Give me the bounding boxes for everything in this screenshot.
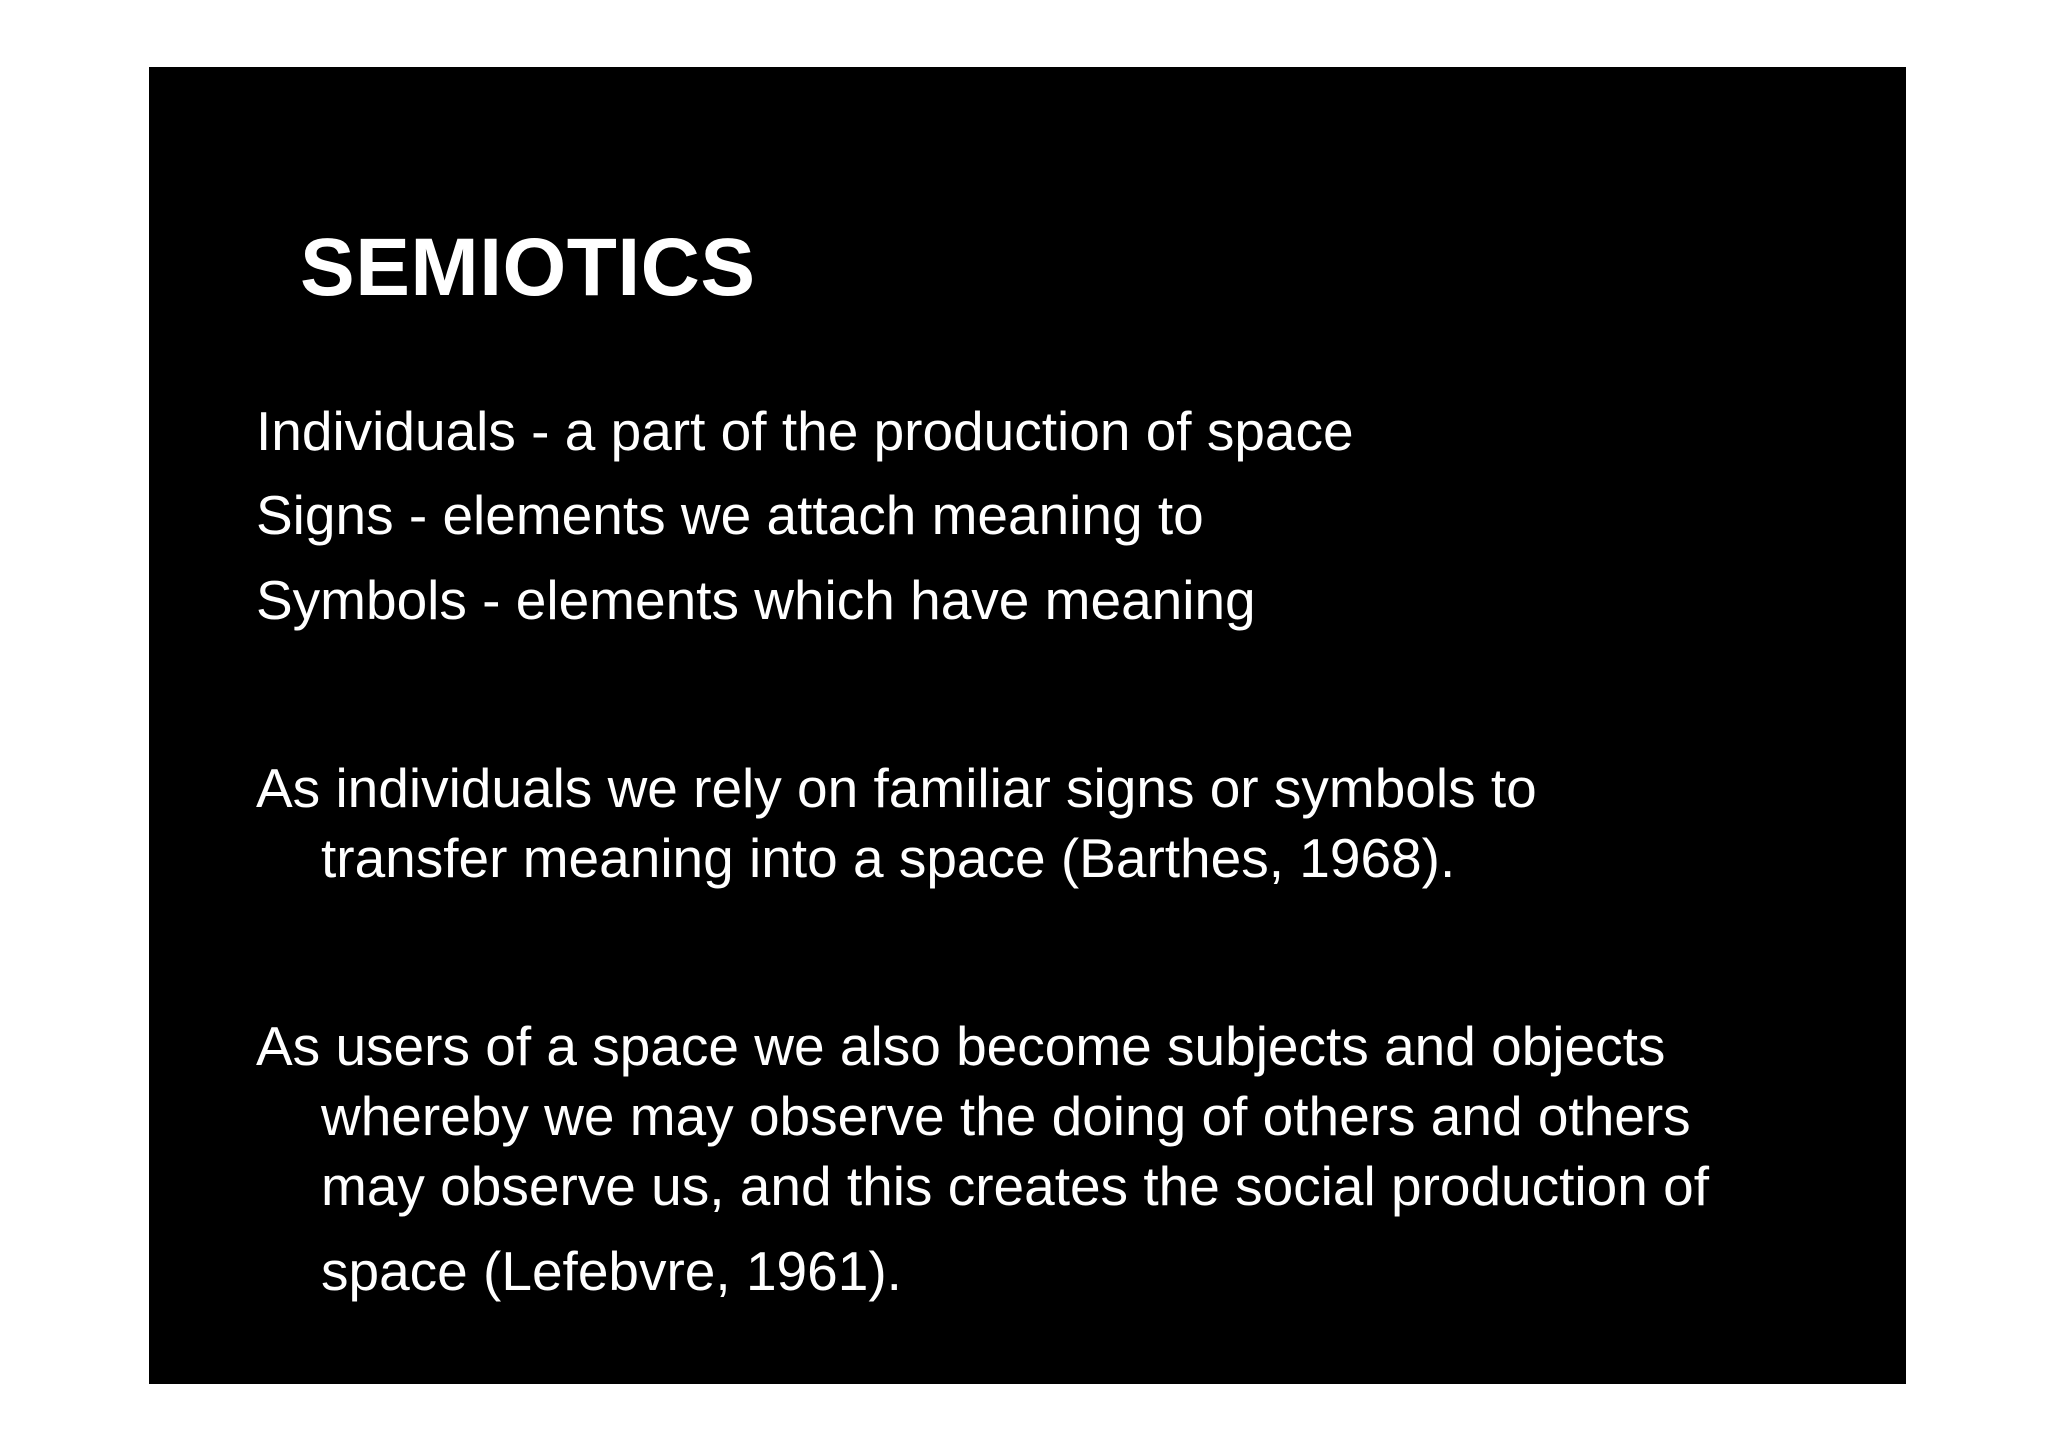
definition-individuals: Individuals - a part of the production of space <box>256 400 1354 462</box>
paragraph-2-line-3: may observe us, and this creates the social production of <box>321 1155 1709 1217</box>
paragraph-2-line-4: space (Lefebvre, 1961). <box>321 1240 902 1302</box>
paragraph-2-line-2: whereby we may observe the doing of others and others <box>321 1085 1691 1147</box>
paragraph-2-line-1: As users of a space we also become subjects and objects <box>256 1015 1666 1077</box>
slide-title: SEMIOTICS <box>300 222 756 313</box>
slide <box>149 67 1906 1384</box>
definition-signs: Signs - elements we attach meaning to <box>256 484 1204 546</box>
definition-symbols: Symbols - elements which have meaning <box>256 569 1256 631</box>
paragraph-1-line-1: As individuals we rely on familiar signs or symbols to <box>256 757 1537 819</box>
paragraph-1-line-2: transfer meaning into a space (Barthes, 1968). <box>321 827 1456 889</box>
